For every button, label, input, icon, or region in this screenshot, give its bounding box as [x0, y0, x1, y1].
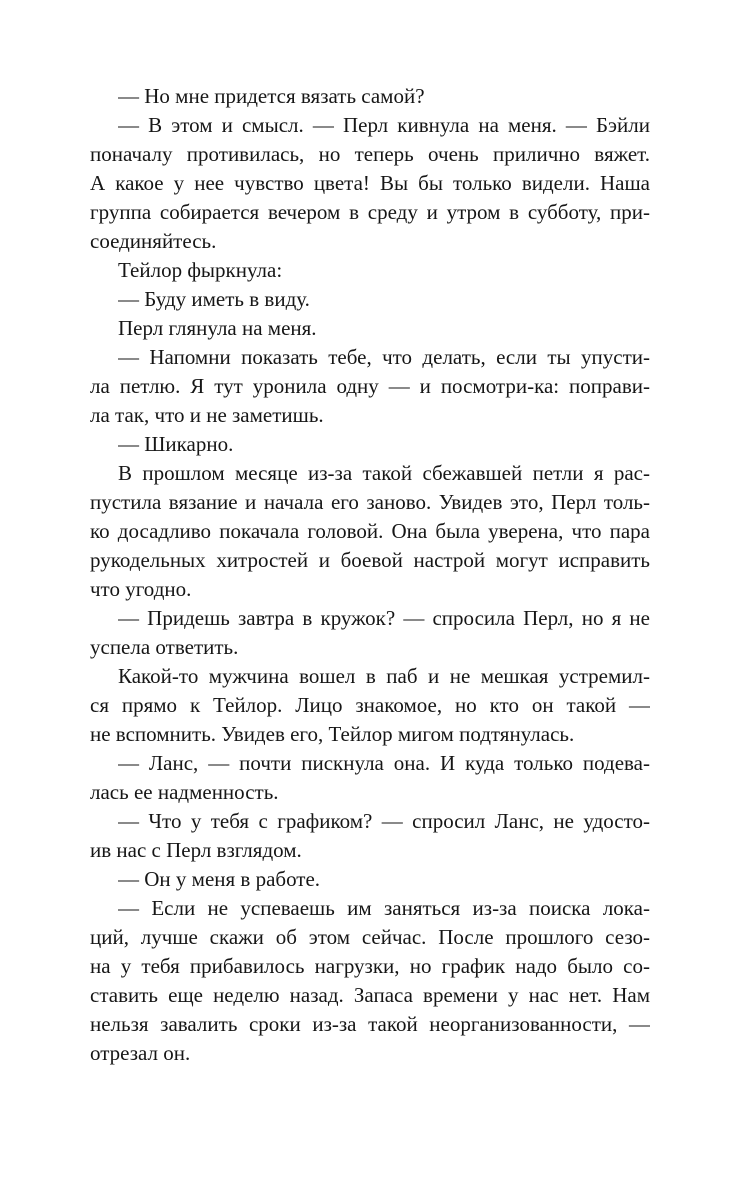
text-line: ко досадливо покачала головой. Она была уверена, что пара: [90, 519, 650, 543]
book-page: [90, 82, 650, 1068]
text-line: — Придешь завтра в кружок? — спросила Перл, но я не: [118, 606, 650, 630]
text-line: — В этом и смысл. — Перл кивнула на меня. — Бэйли: [118, 113, 650, 137]
text-line: — Напомни показать тебе, что делать, если ты упусти-: [118, 345, 650, 369]
text-line: ций, лучше скажи об этом сейчас. После прошлого сезо-: [90, 925, 650, 949]
text-line: на у тебя прибавилось нагрузки, но график надо было со-: [90, 954, 650, 978]
text-line: — Что у тебя с графиком? — спросил Ланс, не удосто-: [118, 809, 650, 833]
text-line: ся прямо к Тейлор. Лицо знакомое, но кто он такой —: [90, 693, 650, 717]
text-line: группа собирается вечером в среду и утром в субботу, при-: [90, 200, 650, 224]
text-line: рукодельных хитростей и боевой настрой могут исправить: [90, 548, 650, 572]
text-line: — Буду иметь в виду.: [118, 287, 310, 311]
text-line: успела ответить.: [90, 635, 239, 659]
text-line: Тейлор фыркнула:: [118, 258, 283, 282]
text-line: ив нас с Перл взглядом.: [90, 838, 302, 862]
text-line: соединяйтесь.: [90, 229, 217, 253]
text-line: не вспомнить. Увидев его, Тейлор мигом подтянулась.: [90, 722, 575, 746]
text-line: — Если не успеваешь им заняться из-за поиска лока-: [118, 896, 650, 920]
text-line: поначалу противилась, но теперь очень прилично вяжет.: [90, 142, 650, 166]
text-line: — Шикарно.: [118, 432, 234, 456]
text-line: — Он у меня в работе.: [118, 867, 321, 891]
text-line: В прошлом месяце из-за такой сбежавшей петли я рас-: [118, 461, 650, 485]
text-line: ставить еще неделю назад. Запаса времени у нас нет. Нам: [90, 983, 650, 1007]
text-line: — Ланс, — почти пискнула она. И куда только подева-: [118, 751, 650, 775]
text-line: пустила вязание и начала его заново. Увидев это, Перл толь-: [90, 490, 650, 514]
text-line: лась ее надменность.: [90, 780, 279, 804]
text-line: ла так, что и не заметишь.: [90, 403, 324, 427]
text-line: ла петлю. Я тут уронила одну — и посмотри-ка: поправи-: [90, 374, 650, 398]
text-line: А какое у нее чувство цвета! Вы бы только видели. Наша: [90, 171, 650, 195]
text-line: Перл глянула на меня.: [118, 316, 317, 340]
text-line: отрезал он.: [90, 1041, 191, 1065]
text-line: нельзя завалить сроки из-за такой неорганизованности, —: [90, 1012, 650, 1036]
text-line: что угодно.: [90, 577, 192, 601]
text-line: — Но мне придется вязать самой?: [118, 84, 425, 108]
text-line: Какой-то мужчина вошел в паб и не мешкая устремил-: [118, 664, 650, 688]
